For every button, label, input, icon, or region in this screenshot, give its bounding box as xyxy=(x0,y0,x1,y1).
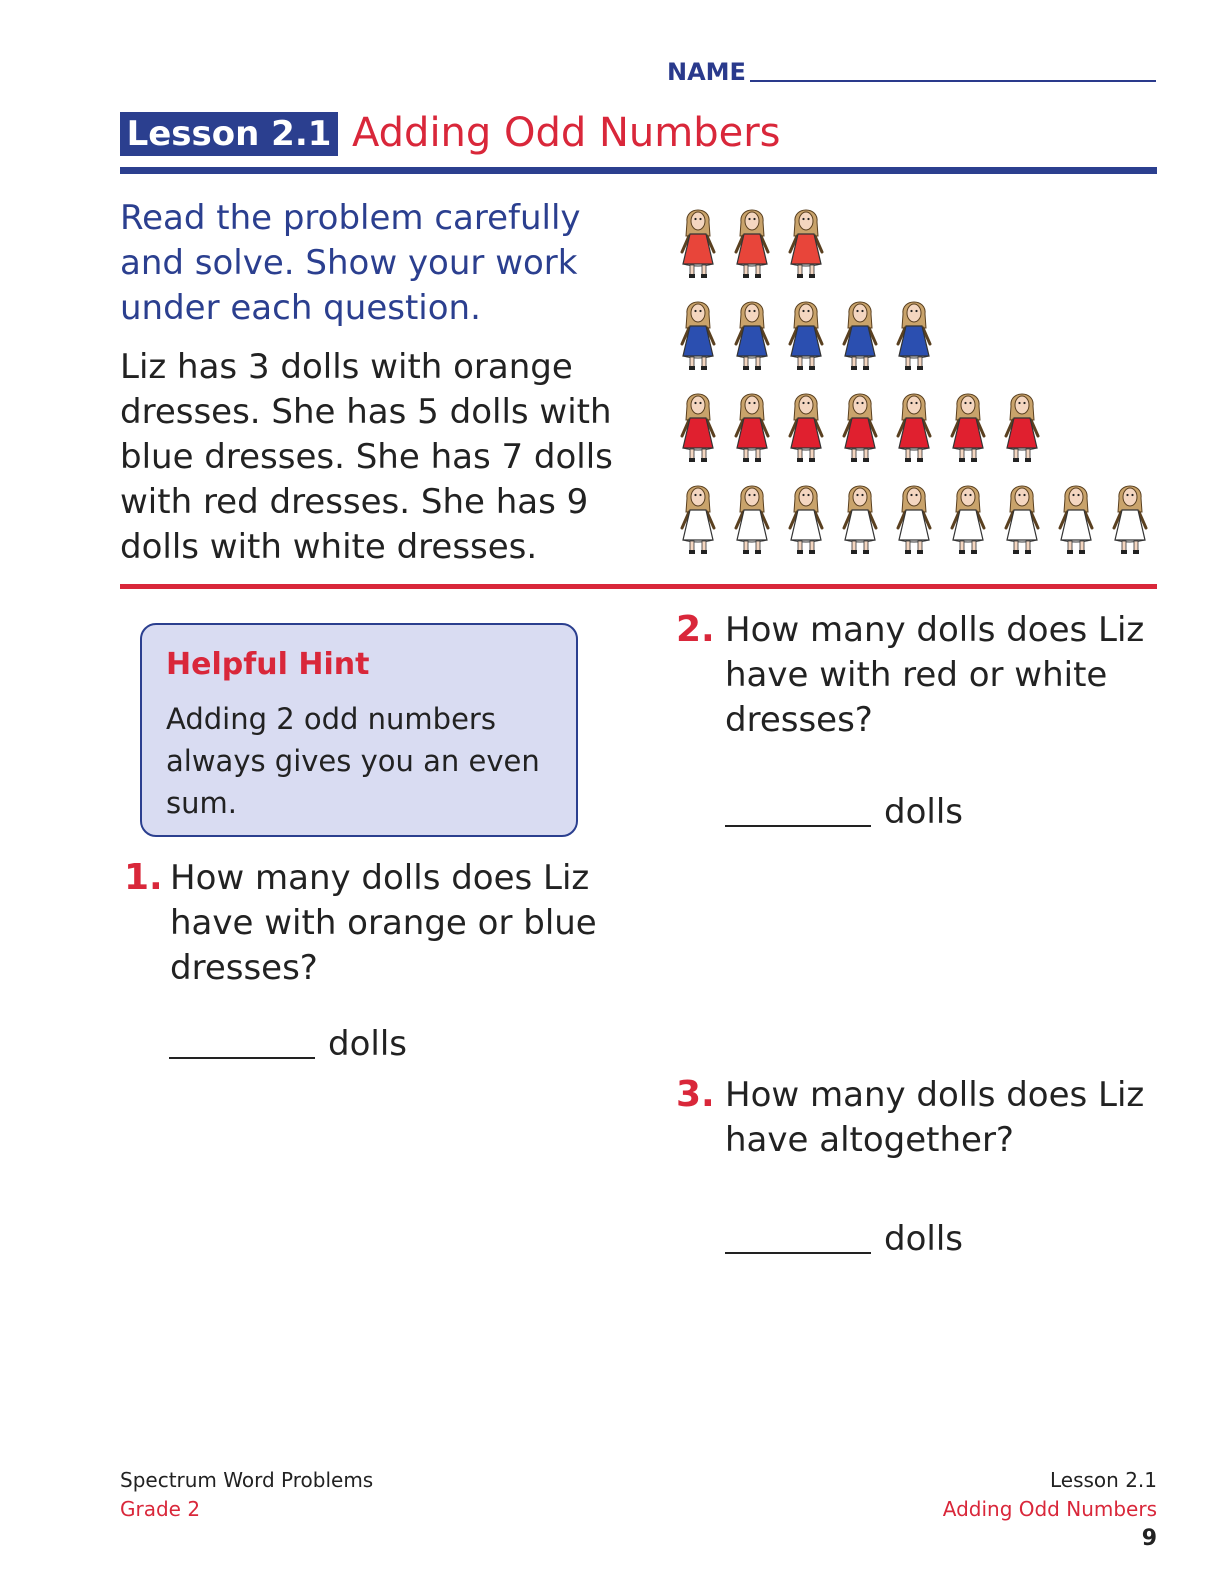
lesson-title: Adding Odd Numbers xyxy=(352,110,781,156)
question-2-number: 2. xyxy=(676,609,715,650)
doll-icon xyxy=(790,302,822,370)
footer-grade: Grade 2 xyxy=(120,1497,201,1521)
page-number: 9 xyxy=(1141,1526,1157,1551)
question-2-text: How many dolls does Liz have with red or white dresses? xyxy=(725,610,1145,740)
doll-icon xyxy=(1060,486,1092,554)
question-3-answer-line[interactable] xyxy=(725,1252,871,1254)
doll-icon xyxy=(790,486,822,554)
question-2-answer-line[interactable] xyxy=(725,825,871,827)
doll-icon xyxy=(1006,486,1038,554)
hint-text: Adding 2 odd numbers always gives you an even sum. xyxy=(166,702,540,820)
question-1-number: 1. xyxy=(124,857,163,898)
footer-topic: Adding Odd Numbers xyxy=(942,1497,1157,1521)
doll-icon xyxy=(790,210,822,278)
question-3-unit: dolls xyxy=(884,1219,963,1259)
instructions: Read the problem carefully and solve. Show your work under each question. xyxy=(120,198,581,328)
question-1-unit: dolls xyxy=(328,1024,407,1064)
name-input-line[interactable] xyxy=(750,80,1156,82)
dolls-illustration xyxy=(676,202,1166,572)
doll-icon xyxy=(682,486,714,554)
question-1-answer-line[interactable] xyxy=(169,1057,315,1059)
problem-text: Liz has 3 dolls with orange dresses. She has 5 dolls with blue dresses. She has 7 dolls with red dresses. She has 9 dolls with white dresses. xyxy=(120,347,613,567)
header-divider xyxy=(120,167,1157,174)
hint-title: Helpful Hint xyxy=(166,647,370,682)
doll-icon xyxy=(898,394,930,462)
lesson-badge: Lesson 2.1 xyxy=(120,112,338,156)
doll-icon xyxy=(682,394,714,462)
question-3-number: 3. xyxy=(676,1074,715,1115)
doll-icon xyxy=(1114,486,1146,554)
question-1-text: How many dolls does Liz have with orange or blue dresses? xyxy=(170,858,597,988)
name-label: NAME xyxy=(667,58,746,86)
question-2-unit: dolls xyxy=(884,792,963,832)
doll-icon xyxy=(682,210,714,278)
footer-lesson: Lesson 2.1 xyxy=(1049,1468,1157,1492)
doll-icon xyxy=(952,394,984,462)
section-divider xyxy=(120,584,1157,589)
doll-icon xyxy=(790,394,822,462)
doll-icon xyxy=(736,210,768,278)
doll-icon xyxy=(844,394,876,462)
doll-icon xyxy=(844,302,876,370)
doll-icon xyxy=(898,486,930,554)
doll-icon xyxy=(844,486,876,554)
doll-icon xyxy=(952,486,984,554)
doll-icon xyxy=(682,302,714,370)
footer-book-title: Spectrum Word Problems xyxy=(120,1468,374,1492)
question-3-text: How many dolls does Liz have altogether? xyxy=(725,1075,1145,1160)
doll-icon xyxy=(736,486,768,554)
doll-icon xyxy=(898,302,930,370)
doll-icon xyxy=(1006,394,1038,462)
doll-icon xyxy=(736,302,768,370)
doll-icon xyxy=(736,394,768,462)
